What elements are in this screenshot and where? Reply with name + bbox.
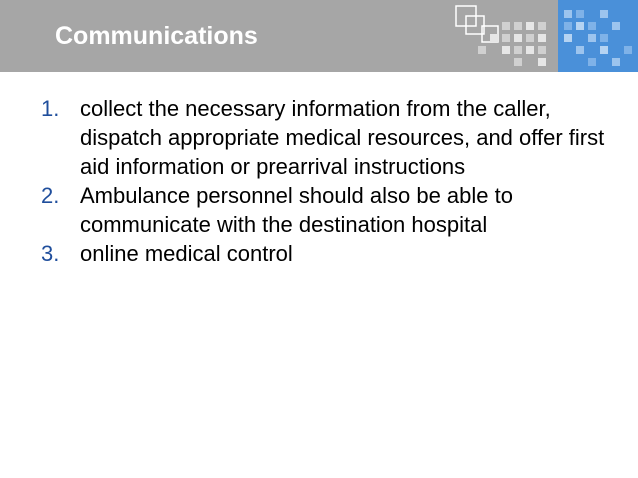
list-item-number: 1.: [41, 96, 60, 121]
list-item-text: collect the necessary information from the caller, dispatch appropriate medical resources, and offer first aid information or prearrival instructions: [80, 96, 605, 179]
list-item-text: online medical control: [80, 241, 293, 266]
list-item-number: 3.: [41, 241, 60, 266]
title-bar: [0, 0, 638, 72]
numbered-list: [41, 94, 621, 268]
slide-title: Communications: [55, 22, 258, 50]
list-item: [41, 181, 621, 239]
list-item-text: Ambulance personnel should also be able to communicate with the destination hospital: [80, 183, 513, 237]
list-item: [41, 239, 621, 268]
list-item: [41, 94, 621, 181]
list-item-number: 2.: [41, 183, 60, 208]
